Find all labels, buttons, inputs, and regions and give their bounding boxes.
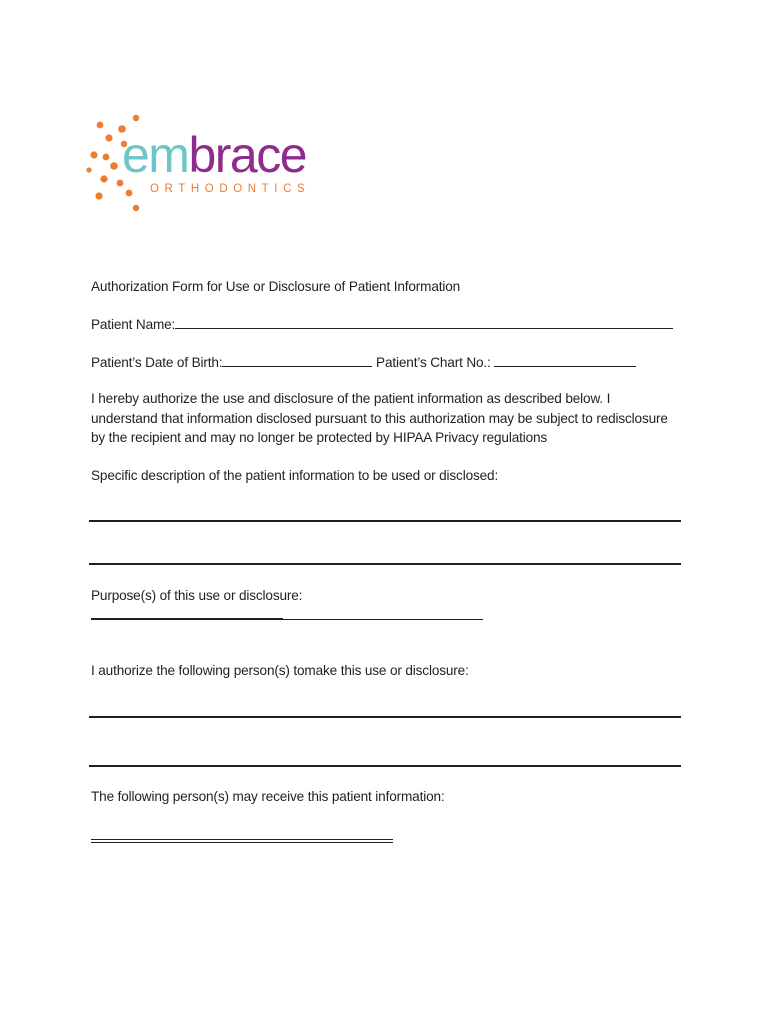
recipients-label: The following person(s) may receive this patient information:: [91, 789, 445, 804]
authorize-persons-label: I authorize the following person(s) tomake this use or disclosure:: [91, 663, 469, 678]
logo-tagline: ORTHODONTICS: [150, 183, 311, 195]
chart-no-label: Patient’s Chart No.:: [376, 355, 491, 370]
dob-chart-row: [91, 352, 636, 372]
dob-field[interactable]: [222, 352, 372, 367]
form-title: Authorization Form for Use or Disclosure of Patient Information: [91, 279, 461, 294]
recipients-line-b[interactable]: [91, 842, 393, 843]
purpose-line-thin[interactable]: [283, 619, 483, 620]
authorize-persons-line-1[interactable]: [89, 716, 681, 718]
patient-name-row: [91, 314, 673, 334]
description-label: Specific description of the patient information to be used or disclosed:: [91, 468, 499, 483]
description-line-1[interactable]: [89, 520, 681, 522]
recipients-line-a[interactable]: [91, 839, 393, 840]
dob-label: Patient’s Date of Birth:: [91, 355, 223, 370]
chart-no-field[interactable]: [494, 352, 636, 367]
patient-name-label: Patient Name:: [91, 317, 176, 332]
logo-word-brace: brace: [188, 127, 307, 183]
patient-name-field[interactable]: [175, 314, 673, 329]
authorize-persons-line-2[interactable]: [89, 765, 681, 767]
authorization-paragraph: I hereby authorize the use and disclosure of the patient information as described below. I understand that information disclosed pursuant to this authorization may be subject to redisclosure by the recipient and may no longer be protected by HIPAA Privacy regulations: [91, 391, 668, 445]
purpose-label: Purpose(s) of this use or disclosure:: [91, 588, 303, 603]
logo-word-em: em: [122, 127, 189, 183]
description-line-2[interactable]: [89, 563, 681, 565]
logo-wordmark: [122, 127, 307, 183]
embrace-orthodontics-logo: [84, 110, 334, 215]
purpose-line-bold[interactable]: [91, 618, 283, 620]
